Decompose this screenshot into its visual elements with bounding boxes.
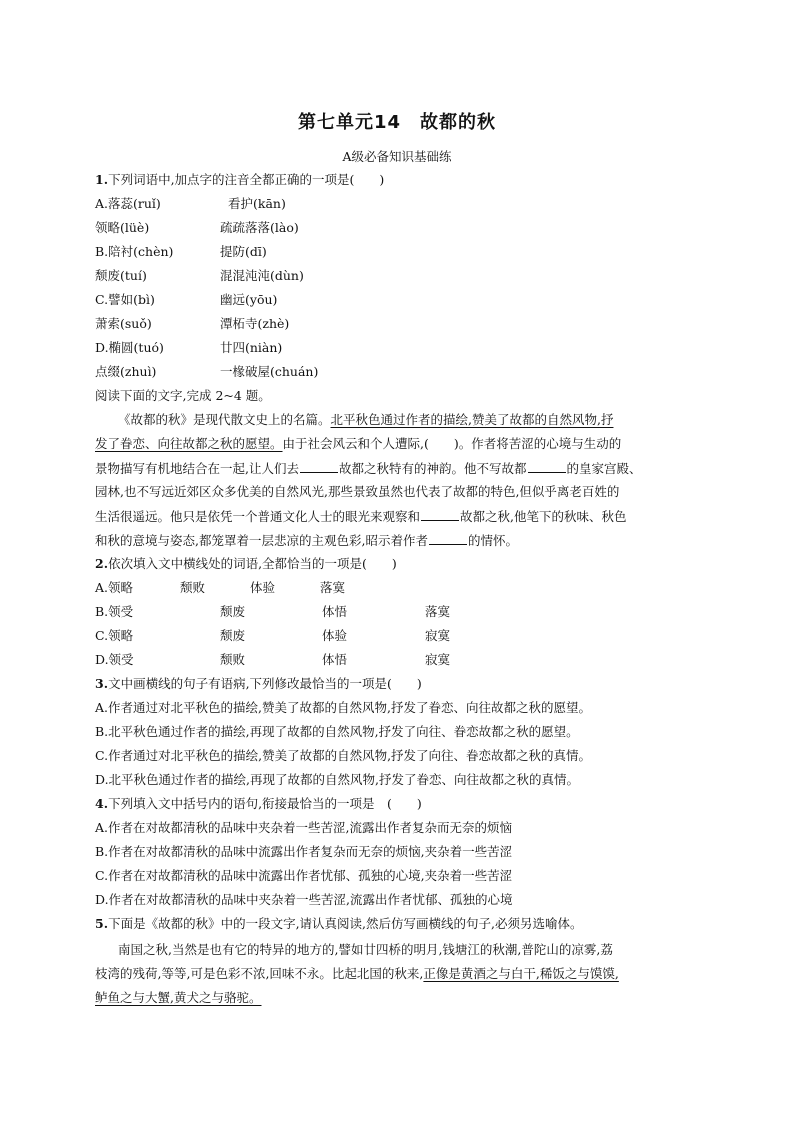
question-1 <box>95 172 384 188</box>
passage-line-2 <box>95 436 621 452</box>
q1-option-d-left-2: 点缀(zhuì) <box>95 364 157 379</box>
passage-line-5 <box>95 508 627 525</box>
q1-option-c-right: 幽远(yōu) <box>220 292 278 307</box>
passage-text: 由于社会风云和个人遭际,( )。作者将苦涩的心境与生动的 <box>282 436 622 451</box>
question-2 <box>95 556 397 572</box>
question-stem: 文中画横线的句子有语病,下列修改最恰当的一项是( ) <box>108 676 422 691</box>
fill-blank-1 <box>300 460 338 473</box>
passage-text: 枝湾的残荷,等等,可是色彩不浓,回味不永。比起北国的秋来, <box>95 966 424 981</box>
reading-instruction: 阅读下面的文字,完成 2~4 题。 <box>95 388 271 403</box>
q2-b-word-2: 颓废 <box>220 604 246 619</box>
q2-d-word-2: 颓败 <box>220 652 246 667</box>
question-3 <box>95 676 422 692</box>
q1-option-c-right-2: 潭柘寺(zhè) <box>220 316 290 331</box>
q5-underlined-sentence-cont: 鲈鱼之与大蟹,黄犬之与骆驼。 <box>95 990 262 1005</box>
question-number: 4. <box>95 796 109 811</box>
q2-c-word-2: 颓废 <box>220 628 246 643</box>
q2-a-word-4: 落寞 <box>320 580 346 595</box>
q1-option-d-left: D.椭圆(tuó) <box>95 340 164 355</box>
q1-option-b-right: 提防(dī) <box>220 244 267 259</box>
passage-line-1 <box>118 412 613 428</box>
q1-option-d-right: 廿四(niàn) <box>220 340 283 355</box>
question-stem: 下列词语中,加点字的注音全都正确的一项是( ) <box>108 172 385 187</box>
question-stem: 依次填入文中横线处的词语,全都恰当的一项是( ) <box>108 556 397 571</box>
question-number: 5. <box>95 916 109 931</box>
question-stem: 下面是《故都的秋》中的一段文字,请认真阅读,然后仿写画横线的句子,必须另选喻体。 <box>108 916 583 931</box>
q2-c-word-3: 体验 <box>322 628 348 643</box>
fill-blank-2 <box>528 460 566 473</box>
q4-option-b: B.作者在对故都清秋的品味中流露出作者复杂而无奈的烦恼,夹杂着一些苦涩 <box>95 844 513 859</box>
q2-a-word-1: A.领略 <box>95 580 134 595</box>
fill-blank-4 <box>429 532 467 545</box>
passage-text: 故都之秋特有的神韵。他不写故都 <box>338 461 527 476</box>
section-subtitle: A级必备知识基础练 <box>342 149 452 164</box>
question-5 <box>95 916 582 932</box>
passage-text: 生活很遥远。他只是依凭一个普通文化人士的眼光来观察和 <box>95 509 421 524</box>
q2-d-word-4: 寂寞 <box>425 652 451 667</box>
q3-option-c: C.作者通过对北平秋色的描绘,赞美了故都的自然风物,抒发了向往、眷恋故都之秋的真情。 <box>95 748 592 763</box>
question-number: 1. <box>95 172 109 187</box>
passage-line-3 <box>95 460 642 477</box>
q5-passage-line-3 <box>95 990 261 1006</box>
underlined-sentence: 北平秋色通过作者的描绘,赞美了故都的自然风物,抒 <box>330 412 614 427</box>
passage-line-4: 园林,也不写远近郊区众多优美的自然风光,那些景致虽然也代表了故都的特色,但似乎离老百姓的 <box>95 484 620 499</box>
q1-option-c-left-2: 萧索(suǒ) <box>95 316 152 331</box>
q5-passage-line-2 <box>95 966 619 982</box>
q4-option-d: D.作者在对故都清秋的品味中夹杂着一些苦涩,流露出作者忧郁、孤独的心境 <box>95 892 513 907</box>
passage-text: 和秋的意境与姿态,都笼罩着一层悲凉的主观色彩,昭示着作者 <box>95 533 428 548</box>
q5-passage-line-1: 南国之秋,当然是也有它的特异的地方的,譬如廿四桥的明月,钱塘江的秋潮,普陀山的凉雾,荔 <box>118 942 613 957</box>
question-number: 2. <box>95 556 109 571</box>
fill-blank-3 <box>421 508 459 521</box>
passage-text: 景物描写有机地结合在一起,让人们去 <box>95 461 299 476</box>
q1-option-b-left-2: 颓废(tuí) <box>95 268 147 283</box>
underlined-sentence-cont: 发了眷恋、向往故都之秋的愿望。 <box>95 436 283 451</box>
q2-a-word-2: 颓败 <box>180 580 206 595</box>
q2-a-word-3: 体验 <box>250 580 276 595</box>
q1-option-a-right: 看护(kān) <box>228 196 286 211</box>
q3-option-a: A.作者通过对北平秋色的描绘,赞美了故都的自然风物,抒发了眷恋、向往故都之秋的愿望。 <box>95 700 591 715</box>
q2-d-word-1: D.领受 <box>95 652 134 667</box>
page-title: 第七单元14 故都的秋 <box>297 112 497 133</box>
q2-b-word-4: 落寞 <box>425 604 451 619</box>
question-stem: 下列填入文中括号内的语句,衔接最恰当的一项是 ( ) <box>108 796 422 811</box>
q1-option-a-left-2: 领略(lüè) <box>95 220 150 235</box>
q2-b-word-1: B.领受 <box>95 604 134 619</box>
question-number: 3. <box>95 676 109 691</box>
q2-d-word-3: 体悟 <box>322 652 348 667</box>
q3-option-d: D.北平秋色通过作者的描绘,再现了故都的自然风物,抒发了眷恋、向往故都之秋的真情。 <box>95 772 579 787</box>
q2-b-word-3: 体悟 <box>322 604 348 619</box>
passage-text: 故都之秋,他笔下的秋味、秋色 <box>460 509 627 524</box>
q1-option-a-left: A.落蕊(ruǐ) <box>95 196 161 211</box>
passage-text: 的情怀。 <box>467 533 518 548</box>
question-4 <box>95 796 422 812</box>
q1-option-a-right-2: 疏疏落落(lào) <box>220 220 299 235</box>
q1-option-b-right-2: 混混沌沌(dùn) <box>220 268 304 283</box>
q4-option-c: C.作者在对故都清秋的品味中流露出作者忧郁、孤独的心境,夹杂着一些苦涩 <box>95 868 513 883</box>
q1-option-d-right-2: 一椽破屋(chuán) <box>220 364 319 379</box>
q3-option-b: B.北平秋色通过作者的描绘,再现了故都的自然风物,抒发了向往、眷恋故都之秋的愿望。 <box>95 724 579 739</box>
q4-option-a: A.作者在对故都清秋的品味中夹杂着一些苦涩,流露出作者复杂而无奈的烦恼 <box>95 820 512 835</box>
q1-option-c-left: C.譬如(bì) <box>95 292 155 307</box>
passage-text: 的皇家宫殿、 <box>566 461 642 476</box>
q1-option-b-left: B.陪衬(chèn) <box>95 244 174 259</box>
passage-text: 《故都的秋》是现代散文史上的名篇。 <box>118 412 331 427</box>
q2-c-word-4: 寂寞 <box>425 628 451 643</box>
q2-c-word-1: C.领略 <box>95 628 134 643</box>
q5-underlined-sentence: 正像是黄酒之与白干,稀饭之与馍馍, <box>423 966 619 981</box>
passage-line-6 <box>95 532 518 549</box>
